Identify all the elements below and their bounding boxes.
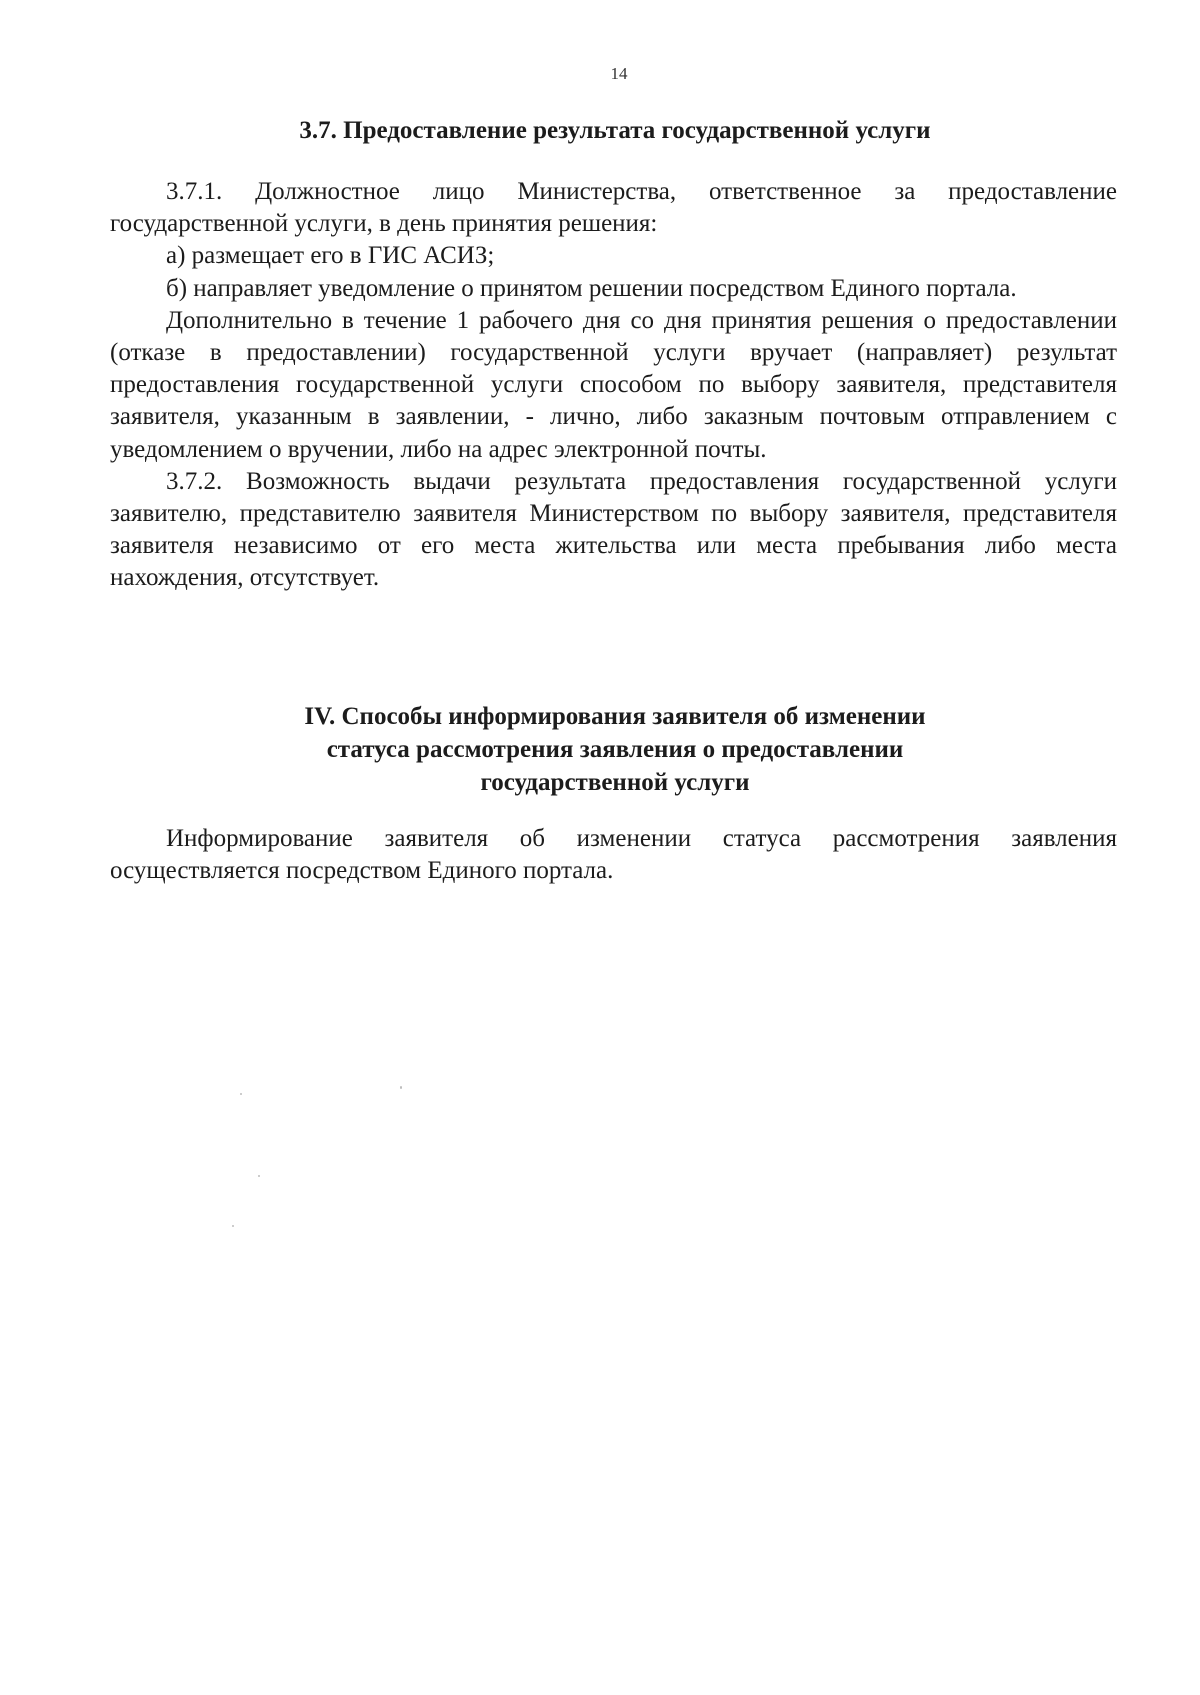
paragraph-additionally: Дополнительно в течение 1 рабочего дня со дня принятия решения о предоставлении (отказе в предоставлении) государственной услуги вручает (направляет) результат предоставления государственной услуги способом по выбору заявителя, представителя заявителя, указанным в заявлении, - лично, либо заказным почтовым отправлением с уведомлением о вручении, либо на адрес электронной почты. — [110, 306, 1117, 463]
section-3-7-body — [110, 176, 1117, 595]
scan-speck — [232, 1225, 234, 1227]
section-iv-title — [110, 700, 1120, 799]
scan-speck — [258, 1175, 260, 1177]
section-iv-title-line: государственной услуги — [480, 769, 750, 796]
scan-speck — [240, 1093, 242, 1095]
section-3-7-title: 3.7. Предоставление результата государственной услуги — [299, 117, 931, 144]
scan-speck — [400, 1086, 402, 1089]
paragraph-3-7-2: 3.7.2. Возможность выдачи результата предоставления государственной услуги заявителю, представителю заявителя Министерством по выбору заявителя, представителя заявителя независимо от его места жительства или места пребывания либо места нахождения, отсутствует. — [110, 467, 1117, 592]
page-number: 14 — [610, 64, 628, 83]
section-iv-title-line: статуса рассмотрения заявления о предоставлении — [326, 736, 904, 763]
paragraph-3-7-1: 3.7.1. Должностное лицо Министерства, ответственное за предоставление государственной услуги, в день принятия решения: — [110, 178, 1117, 238]
section-iv-body — [110, 823, 1117, 887]
section-iv-title-line: IV. Способы информирования заявителя об изменении — [304, 703, 926, 730]
paragraph-informing: Информирование заявителя об изменении статуса рассмотрения заявления осуществляется посредством Единого портала. — [110, 825, 1117, 885]
paragraph-item-b: б) направляет уведомление о принятом решении посредством Единого портала. — [166, 274, 1017, 302]
paragraph-item-a: а) размещает его в ГИС АСИЗ; — [166, 242, 495, 270]
